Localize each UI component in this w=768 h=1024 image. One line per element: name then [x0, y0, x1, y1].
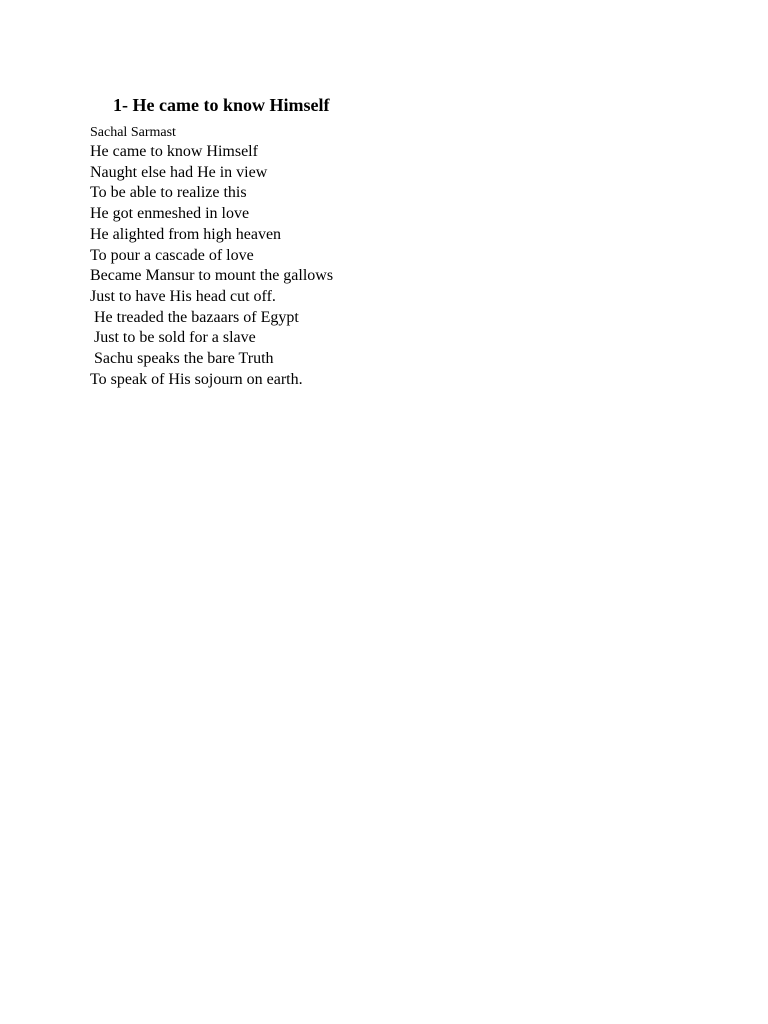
- poem-line: He treaded the bazaars of Egypt: [90, 308, 299, 326]
- poem-line: He got enmeshed in love: [90, 205, 250, 223]
- poem-line: Sachu speaks the bare Truth: [90, 350, 274, 368]
- poem-line: He alighted from high heaven: [90, 225, 282, 243]
- poem-title: 1- He came to know Himself: [113, 95, 330, 115]
- poem-line: He came to know Himself: [90, 143, 258, 160]
- poem-line: Became Mansur to mount the gallows: [90, 267, 334, 285]
- poem-line: To speak of His sojourn on earth.: [90, 370, 303, 388]
- poem-line: To pour a cascade of love: [90, 246, 254, 264]
- poem-line: To be able to realize this: [90, 184, 247, 202]
- poem-line: Just to have His head cut off.: [90, 287, 276, 305]
- poem-line: Naught else had He in view: [90, 163, 268, 181]
- poem-line: Just to be sold for a slave: [90, 329, 256, 347]
- poem-body: [90, 142, 333, 390]
- poem-author: Sachal Sarmast: [90, 125, 176, 140]
